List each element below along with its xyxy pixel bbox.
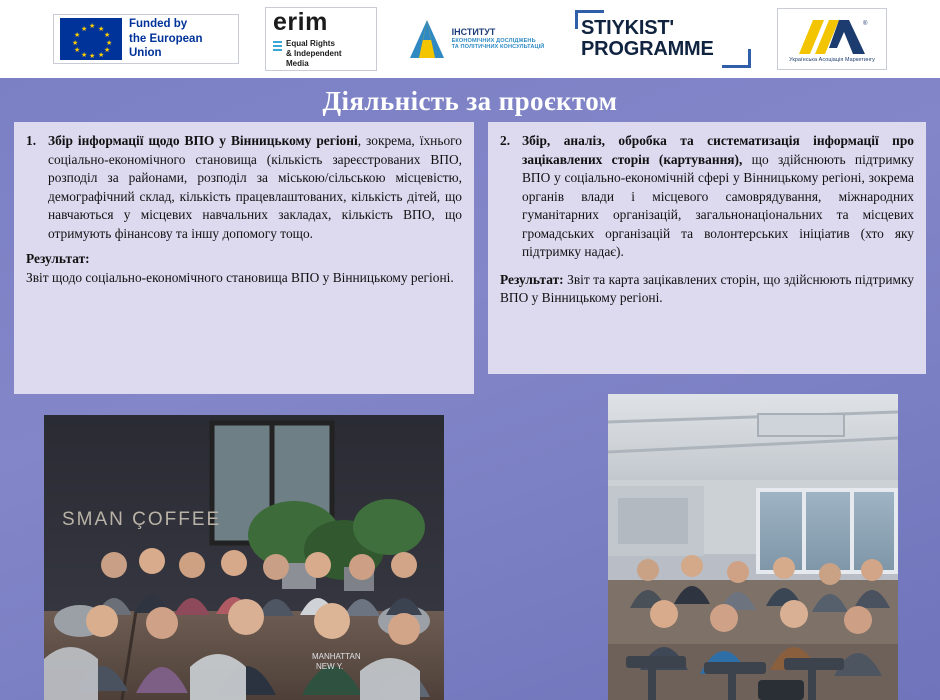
uam-caption: Українська Асоціація Маркетингу bbox=[789, 56, 875, 63]
uam-logo bbox=[777, 8, 887, 70]
activity-result bbox=[500, 271, 914, 308]
activity-lead: Збір, аналіз, обробка та систематизація інформації про зацікавлених сторін (картування), bbox=[522, 133, 914, 167]
activity-number: 2. bbox=[500, 133, 511, 148]
activity-card-1 bbox=[14, 122, 474, 394]
institute-logo bbox=[403, 10, 549, 68]
institute-text bbox=[452, 27, 545, 51]
eu-funding-line2: the European Union bbox=[129, 32, 203, 60]
content-cards bbox=[14, 122, 926, 394]
activity-result-text: Звіт та карта зацікавлених сторін, що здійснюють підтримку ВПО у Вінницькому регіоні. bbox=[500, 271, 914, 305]
activity-rest: що здійснюють підтримку ВПО у соціально-економічній сфері у Вінницькому регіоні, зокрема органів влади і місцевого самоврядування, міжнародних гуманітарних організацій, загальнонаціональних та місцевих громадських організацій та волонтерських ініціатив (хто яку підтримку надає). bbox=[522, 151, 914, 259]
institute-line1: ІНСТИТУТ bbox=[451, 26, 496, 37]
stiykist-line1: STIYKIST' bbox=[581, 17, 674, 39]
activity-item bbox=[26, 132, 462, 243]
photo-coffee-shop-group bbox=[44, 415, 444, 700]
stiykist-corner-top-left bbox=[575, 10, 604, 29]
activity-result-label: Результат: bbox=[500, 271, 564, 287]
erim-logo bbox=[265, 7, 377, 71]
erim-sub-line2: & Independent bbox=[286, 48, 342, 58]
logo-bar bbox=[0, 0, 940, 78]
page-title: Діяльність за проєктом bbox=[322, 86, 618, 116]
activity-result-label: Результат: bbox=[26, 251, 90, 266]
activity-text bbox=[48, 132, 462, 243]
erim-bars-icon bbox=[273, 41, 282, 53]
activity-result bbox=[26, 250, 462, 287]
activity-result-text: Звіт щодо соціально-економічного становища ВПО у Вінницькому регіоні. bbox=[26, 269, 454, 285]
stiykist-programme-logo bbox=[575, 10, 751, 68]
photo-meeting-room-audience bbox=[608, 394, 898, 700]
institute-line3: ТА ПОЛІТИЧНИХ КОНСУЛЬТАЦІЙ bbox=[451, 44, 545, 51]
svg-text:®: ® bbox=[863, 20, 868, 27]
svg-text:SMAN ÇOFFEE: SMAN ÇOFFEE bbox=[62, 509, 222, 530]
institute-triangle-icon bbox=[408, 18, 446, 60]
institute-line2: ЕКОНОМІЧНИХ ДОСЛІДЖЕНЬ bbox=[451, 37, 536, 44]
stiykist-line2: PROGRAMME bbox=[581, 38, 714, 60]
eu-funding-text bbox=[129, 17, 232, 60]
activity-text bbox=[522, 132, 914, 262]
erim-sub-line1: Equal Rights bbox=[286, 38, 335, 48]
erim-wordmark: erim bbox=[273, 7, 328, 36]
activity-item bbox=[500, 132, 914, 262]
erim-subtitle bbox=[273, 39, 342, 69]
eu-funding-logo bbox=[53, 14, 239, 64]
activity-rest: , зокрема, їхнього соціально-економічного становища (кількість зареєстрованих ВПО, розподіл за районами, розподіл за міською/сільською місцевістю, демографічний склад, кількість працевлаштованих, кількість дітей, що навчаються у місцевих навчальних закладах, кількість ВПО, що отримують фінансову та іншу допомогу тощо. bbox=[48, 133, 462, 241]
stiykist-corner-bottom-right bbox=[722, 49, 751, 68]
eu-funding-line1: Funded by bbox=[129, 18, 188, 31]
uam-mark-icon bbox=[793, 16, 871, 56]
activity-card-2 bbox=[488, 122, 926, 374]
erim-sub-line3: Media bbox=[286, 58, 309, 68]
svg-text:NEW Y.: NEW Y. bbox=[316, 662, 344, 671]
svg-text:MANHATTAN: MANHATTAN bbox=[312, 652, 361, 661]
slide-body bbox=[0, 78, 940, 700]
activity-number: 1. bbox=[26, 133, 37, 148]
activity-lead: Збір інформації щодо ВПО у Вінницькому регіоні bbox=[48, 133, 358, 148]
eu-flag-icon: ★ ★ ★ ★ ★ ★ ★ ★ ★ ★ ★ ★ bbox=[60, 18, 122, 60]
